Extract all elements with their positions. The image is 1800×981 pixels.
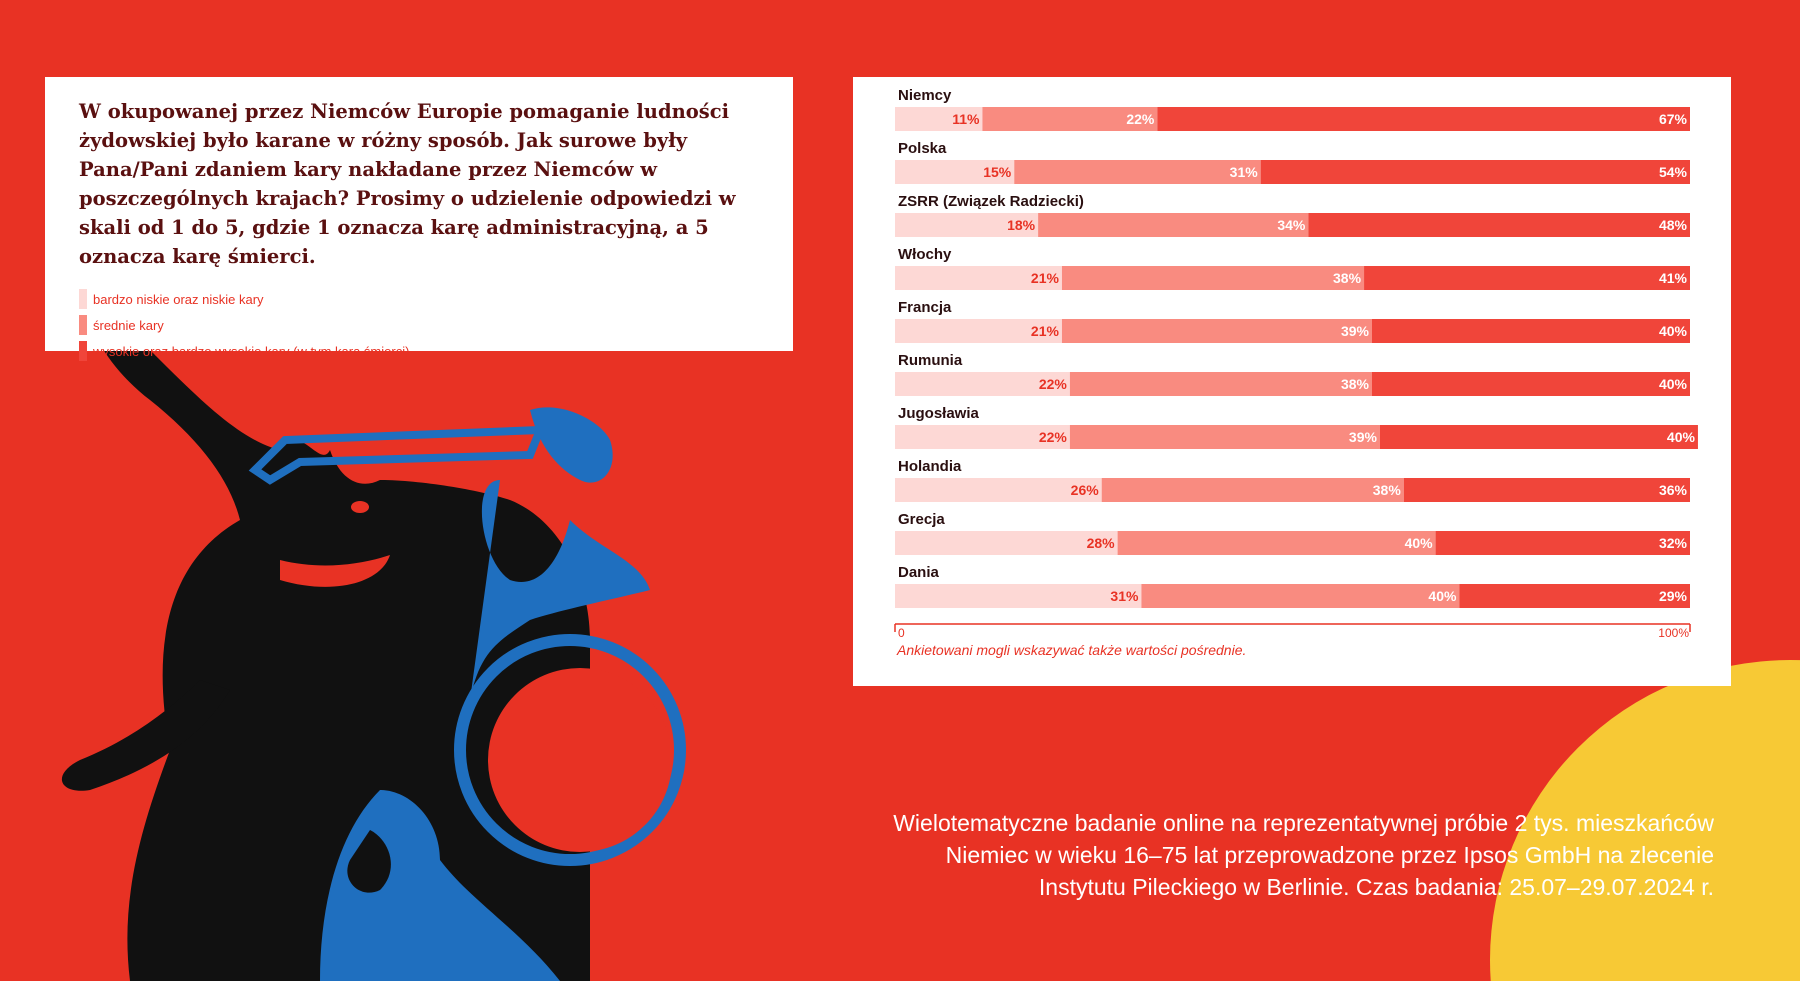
- bear-eye: [351, 501, 369, 513]
- bar-segment: [1372, 319, 1690, 343]
- bar-segment: [1141, 584, 1459, 608]
- data-label: 39%: [1340, 323, 1369, 339]
- data-label: 21%: [1030, 323, 1059, 339]
- data-label: 22%: [1038, 429, 1067, 445]
- data-label: 32%: [1658, 535, 1687, 551]
- chart-panel: [853, 77, 1731, 686]
- data-label: 34%: [1277, 217, 1306, 233]
- legend-label-low: bardzo niskie oraz niskie kary: [93, 291, 264, 307]
- bar-segment: [895, 584, 1141, 608]
- legend-item-low: [79, 289, 759, 309]
- data-label: 26%: [1070, 482, 1099, 498]
- legend-swatch-medium: [79, 315, 87, 335]
- bar-segment: [1038, 213, 1308, 237]
- bar-segment: [1118, 531, 1436, 555]
- data-label: 21%: [1030, 270, 1059, 286]
- bell-top: [530, 407, 613, 482]
- category-label: Francja: [898, 299, 952, 316]
- category-label: Rumunia: [898, 352, 963, 369]
- category-label: Polska: [898, 140, 947, 157]
- tick-label: 100%: [1658, 626, 1689, 640]
- bear-ear: [425, 460, 460, 478]
- data-label: 38%: [1333, 270, 1362, 286]
- data-label: 29%: [1658, 588, 1687, 604]
- bar-segment: [1404, 478, 1690, 502]
- data-label: 11%: [952, 111, 980, 127]
- bar-segment: [1261, 160, 1690, 184]
- footnote-line-2: Niemiec w wieku 16–75 lat przeprowadzone przez Ipsos GmbH na zlecenie: [945, 842, 1714, 868]
- bar-segment: [1436, 531, 1690, 555]
- data-label: 18%: [1007, 217, 1036, 233]
- bar-segment: [1014, 160, 1260, 184]
- footnote-line-3: Instytutu Pileckiego w Berlinie. Czas badania: 25.07–29.07.2024 r.: [1038, 874, 1714, 900]
- category-label: ZSRR (Związek Radziecki): [898, 193, 1084, 210]
- bar-segment: [1308, 213, 1690, 237]
- data-label: 39%: [1348, 429, 1377, 445]
- bar-segment: [1062, 319, 1372, 343]
- data-label: 38%: [1372, 482, 1401, 498]
- legend-swatch-high: [79, 341, 87, 361]
- data-label: 15%: [983, 164, 1012, 180]
- survey-footnote: [814, 807, 1714, 903]
- bar-segment: [1459, 584, 1690, 608]
- bar-segment: [1364, 266, 1690, 290]
- footnote-line-1: Wielotematyczne badanie online na reprezentatywnej próbie 2 tys. mieszkańców: [893, 810, 1714, 836]
- bear-illustration: [62, 298, 590, 981]
- data-label: 31%: [1229, 164, 1258, 180]
- bar-segment: [1062, 266, 1364, 290]
- data-label: 28%: [1086, 535, 1115, 551]
- bar-segment: [1380, 425, 1698, 449]
- chart-legend: [79, 289, 759, 361]
- data-label: 41%: [1658, 270, 1687, 286]
- data-label: 48%: [1658, 217, 1687, 233]
- bell-ring-inner: [488, 668, 672, 852]
- category-label: Niemcy: [898, 87, 952, 104]
- bar-segment: [1070, 425, 1380, 449]
- data-label: 22%: [1126, 111, 1155, 127]
- bar-segment: [1102, 478, 1404, 502]
- data-label: 40%: [1428, 588, 1457, 604]
- bar-segment: [1070, 372, 1372, 396]
- legend-label-medium: średnie kary: [93, 317, 164, 333]
- legend-item-medium: [79, 315, 759, 335]
- survey-question: W okupowanej przez Niemców Europie pomaganie ludności żydowskiej było karane w różny sposób. Jak surowe były Pana/Pani zdaniem kary nakładane przez Niemców w poszczególnych krajach? Prosimy o udzielenie odpowiedzi w skali od 1 do 5, gdzie 1 oznacza karę administracyjną, a 5 oznacza karę śmierci.: [79, 100, 736, 268]
- data-label: 38%: [1340, 376, 1369, 392]
- tick-label: 0: [898, 626, 905, 640]
- bar-segment: [1157, 107, 1690, 131]
- legend-swatch-low: [79, 289, 87, 309]
- question-panel: [45, 77, 793, 359]
- data-label: 40%: [1666, 429, 1695, 445]
- data-label: 40%: [1658, 323, 1687, 339]
- category-label: Holandia: [898, 458, 962, 475]
- stacked-bar-chart: [853, 77, 1731, 686]
- data-label: 40%: [1404, 535, 1433, 551]
- data-label: 36%: [1658, 482, 1687, 498]
- data-label: 54%: [1658, 164, 1687, 180]
- category-label: Grecja: [898, 511, 945, 528]
- category-label: Dania: [898, 564, 939, 581]
- data-label: 22%: [1038, 376, 1067, 392]
- category-label: Włochy: [898, 246, 952, 263]
- data-label: 67%: [1658, 111, 1687, 127]
- data-label: 40%: [1658, 376, 1687, 392]
- bar-segment: [1372, 372, 1690, 396]
- category-label: Jugosławia: [898, 405, 979, 422]
- legend-item-high: [79, 341, 759, 361]
- bar-segment: [895, 531, 1118, 555]
- chart-note: Ankietowani mogli wskazywać także wartości pośrednie.: [897, 642, 1247, 658]
- data-label: 31%: [1110, 588, 1139, 604]
- legend-label-high: wysokie oraz bardzo wysokie kary (w tym kara śmierci): [93, 343, 410, 359]
